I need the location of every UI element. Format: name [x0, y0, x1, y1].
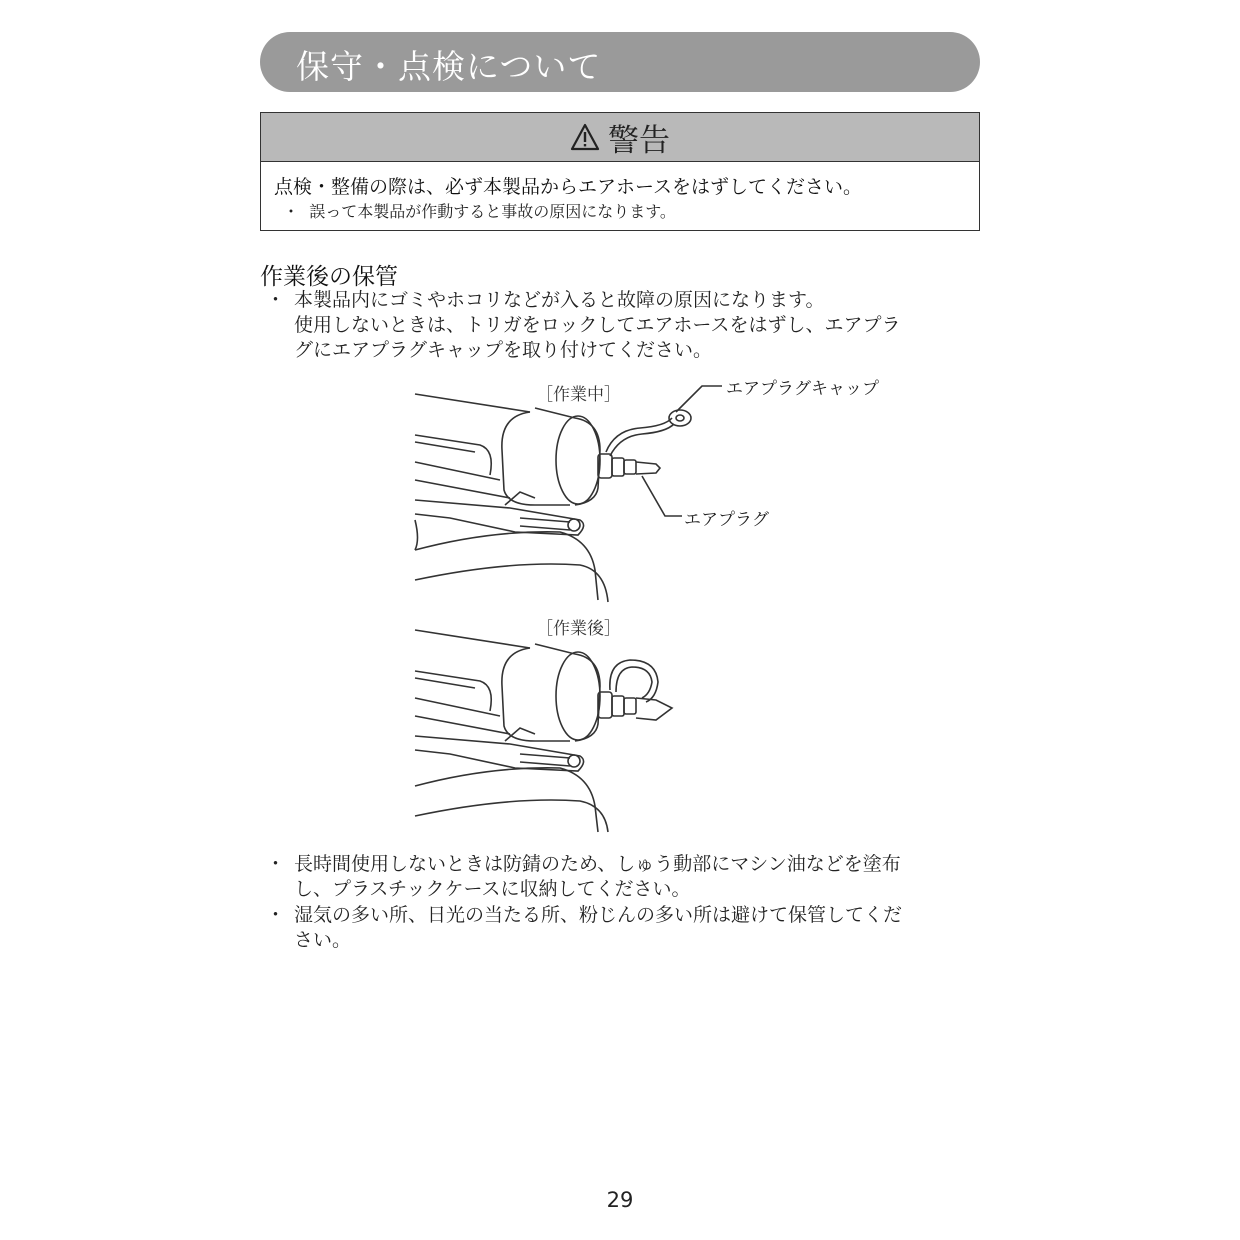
section-title: 作業後の保管: [260, 264, 398, 290]
warning-triangle-icon: [570, 123, 600, 151]
page-number: 29: [606, 1188, 634, 1212]
warning-box: [260, 112, 980, 231]
paragraph-line: 湿気の多い所、日光の当たる所、粉じんの多い所は避けて保管してくだ: [294, 904, 903, 926]
warning-main-text: 点検・整備の際は、必ず本製品からエアホースをはずしてください。: [274, 176, 863, 198]
bullet-mark: ・: [266, 289, 286, 311]
paragraph-line: 使用しないときは、トリガをロックしてエアホースをはずし、エアプラ: [294, 314, 901, 336]
figure-label-after: ［作業後］: [536, 619, 621, 639]
list-item: [266, 903, 903, 928]
tool-illustration-after: [410, 620, 890, 835]
list-item: [266, 852, 901, 877]
bullet-mark: ・: [266, 904, 286, 926]
paragraph-line: さい。: [294, 929, 352, 951]
paragraph-line: 長時間使用しないときは防錆のため、しゅう動部にマシン油などを塗布: [294, 853, 901, 875]
warning-title: 警告: [608, 122, 670, 159]
warning-sub-label: 誤って本製品が作動すると事故の原因になります。: [309, 202, 676, 221]
callout-plug-cap: エアプラグキャップ: [726, 379, 879, 399]
section-header-bar: [260, 32, 980, 92]
paragraph-line: し、プラスチックケースに収納してください。: [294, 878, 691, 900]
bullet-mark: ・: [283, 202, 300, 221]
bullet-mark: ・: [266, 853, 286, 875]
tool-illustration-during: [410, 380, 890, 605]
warning-sub-text: [283, 199, 676, 222]
page-title: 保守・点検について: [296, 47, 602, 86]
callout-air-plug: エアプラグ: [684, 510, 769, 530]
paragraph-line: 本製品内にゴミやホコリなどが入ると故障の原因になります。: [294, 289, 825, 311]
paragraph-line: グにエアプラグキャップを取り付けてください。: [294, 339, 713, 361]
list-item: [266, 288, 825, 313]
warning-header: [261, 113, 979, 162]
figure-label-during: ［作業中］: [536, 385, 621, 405]
